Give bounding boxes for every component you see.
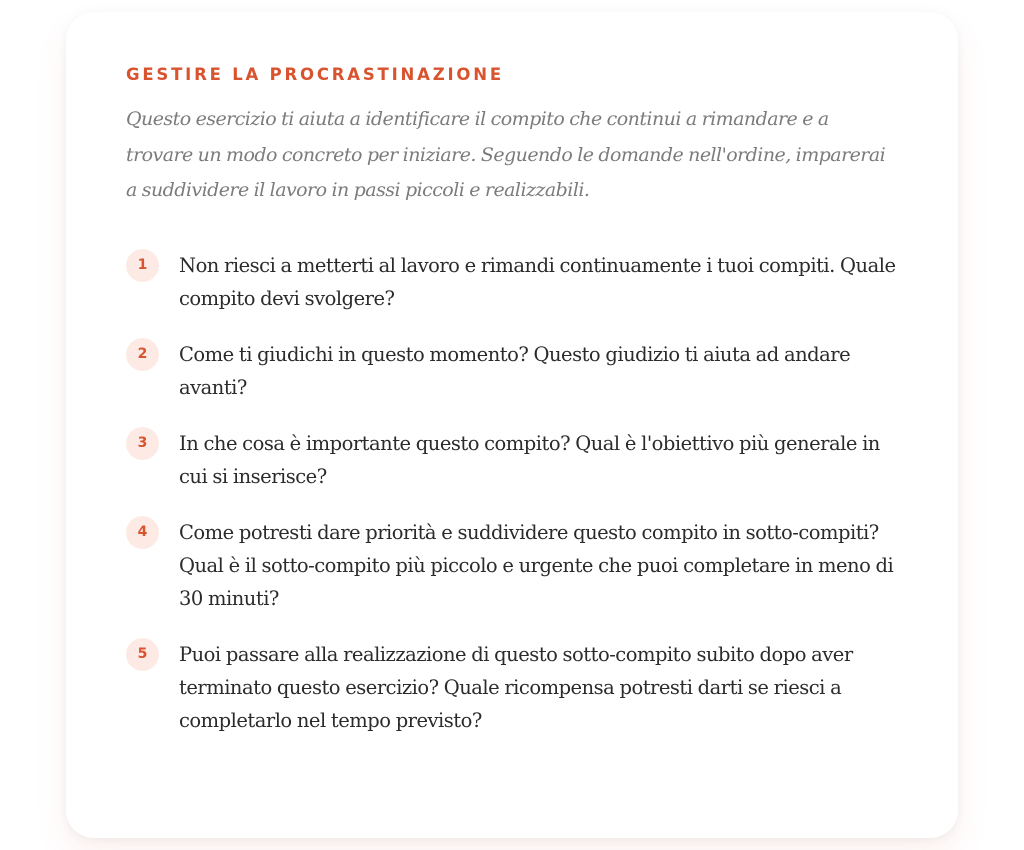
step-number-badge: 2 <box>126 338 159 371</box>
step-question: Non riesci a metterti al lavoro e rimandi continuamente i tuoi compiti. Quale compito devi svolgere? <box>179 253 896 310</box>
exercise-card <box>66 12 958 838</box>
step-number-badge: 1 <box>126 249 159 282</box>
step-item <box>126 249 898 315</box>
step-question: Come potresti dare priorità e suddividere questo compito in sotto-compiti? Qual è il sotto-compito più piccolo e urgente che puoi completare in meno di 30 minuti? <box>179 520 894 610</box>
step-item <box>126 427 898 493</box>
step-number-badge: 5 <box>126 638 159 671</box>
intro-paragraph: Questo esercizio ti aiuta a identificare il compito che continui a rimandare e a trovare un modo concreto per iniziare. Seguendo le domande nell'ordine, imparerai a suddividere il lavoro in passi piccoli e realizzabili. <box>126 108 886 201</box>
step-question: In che cosa è importante questo compito? Qual è l'obiettivo più generale in cui si inserisce? <box>179 431 880 488</box>
step-item <box>126 338 898 404</box>
step-item <box>126 638 898 737</box>
step-number-badge: 3 <box>126 427 159 460</box>
step-question: Come ti giudichi in questo momento? Questo giudizio ti aiuta ad andare avanti? <box>179 342 851 399</box>
step-item <box>126 516 898 615</box>
section-kicker: GESTIRE LA PROCRASTINAZIONE <box>126 65 504 84</box>
steps-list <box>126 249 898 737</box>
step-number-badge: 4 <box>126 516 159 549</box>
step-question: Puoi passare alla realizzazione di questo sotto-compito subito dopo aver terminato questo esercizio? Quale ricompensa potresti darti se riesci a completarlo nel tempo previsto? <box>179 642 853 732</box>
